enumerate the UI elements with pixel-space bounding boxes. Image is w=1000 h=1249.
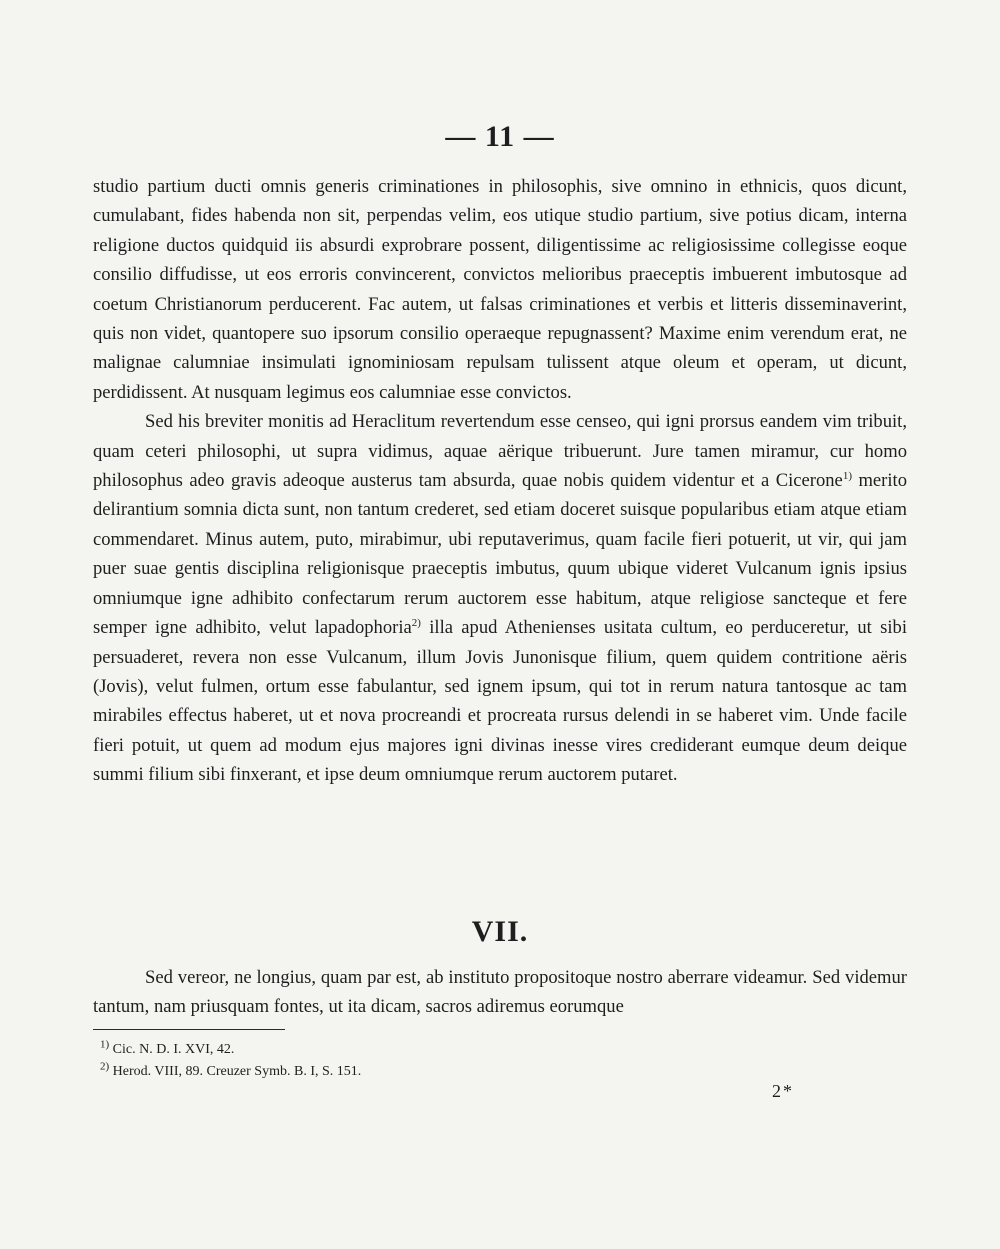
footnotes	[100, 1039, 700, 1083]
paragraph-text-part: merito delirantium somnia dicta sunt, non tantum crederet, sed etiam doceret suisque popularibus etiam atque etiam commendaret. Minus autem, puto, mirabimur, ubi reputaverimus, quam facile fieri potuerit, ut vir, qui jam puer suae gentis disciplina religionisque praeceptis imbutus, quum ubique videret Vulcanum ignis ipsius omniumque igne adhibito confectarum rerum auctorem esse habitum, atque religiose sancteque et fere semper igne adhibito, velut lapadophoria	[93, 470, 908, 639]
footnote	[100, 1061, 700, 1083]
paragraph-heraclitus	[93, 407, 907, 789]
footnote-text: Cic. N. D. I. XVI, 42.	[112, 1042, 235, 1057]
footnote	[100, 1039, 700, 1061]
paragraph-section-vii: Sed vereor, ne longius, quam par est, ab instituto propositoque nostro aberrare videamur. Sed videmur tantum, nam priusquam fontes, ut ita dicam, sacros adiremus eorumque	[93, 967, 907, 1018]
section-text	[93, 963, 907, 1022]
footnote-ref: 1)	[842, 469, 852, 482]
paragraph-continued: studio partium ducti omnis generis criminationes in philosophis, sive omnino in ethnicis, quos dicunt, cumulabant, fides habenda non sit, perpendas velim, eos utique studio partium, sive potius dicam, interna religione ductos quidquid iis absurdi exprobrare possent, diligentissime ac religiosissime collegisse eoque consilio diffudisse, ut eos erroris convincerent, convictos melioribus praeceptis imbuerent imbutosque ad coetum Christianorum perducerent. Fac autem, ut falsas criminationes et verbis et litteris disseminaverint, quis non videt, quantopere suo ipsorum consilio operaeque repugnassent? Maxime enim verendum erat, ne malignae calumniae insimulati ignominiosam repulsam tulissent atque oleum et operam, ut dicunt, perdidissent. At nusquam legimus eos calumniae esse convictos.	[93, 176, 907, 403]
main-text	[93, 172, 907, 790]
footnote-marker: 1)	[100, 1038, 110, 1051]
paragraph-text-part: Sed his breviter monitis ad Heraclitum revertendum esse censeo, qui igni prorsus eandem vim tribuit, quam ceteri philosophi, ut supra vidimus, aquae aërique tribuerunt. Jure tamen miramur, cur homo philosophus adeo gravis adeoque austerus tam absurda, quae nobis quidem videntur et a Cicerone	[93, 411, 907, 492]
paragraph-text-part: illa apud Athenienses usitata cultum, eo perduceretur, ut sibi persuaderet, revera non esse Vulcanum, illum Jovis Junonisque filium, quem quidem contritione aëris (Jovis), velut fulmen, ortum esse fabulantur, sed ignem ipsum, qui tot in rerum natura tantosque ac tam mirabiles effectus haberet, ut et nova procreandi et procreata rursus delendi in se haberet vim. Unde facile fieri potuit, ut quem ad modum ejus majores igni divinas inesse vires crediderant eumque deum deique summi filium sibi finxerant, et ipse deum omniumque rerum auctorem putaret.	[93, 617, 907, 786]
page-number: — 11 —	[445, 120, 555, 153]
section-heading: VII.	[471, 915, 529, 948]
footnote-marker: 2)	[100, 1060, 110, 1073]
footnote-text: Herod. VIII, 89. Creuzer Symb. B. I, S. 151.	[112, 1064, 362, 1079]
signature-mark: 2*	[772, 1081, 794, 1101]
footnote-divider	[93, 1029, 285, 1030]
footnote-ref: 2)	[411, 616, 421, 629]
